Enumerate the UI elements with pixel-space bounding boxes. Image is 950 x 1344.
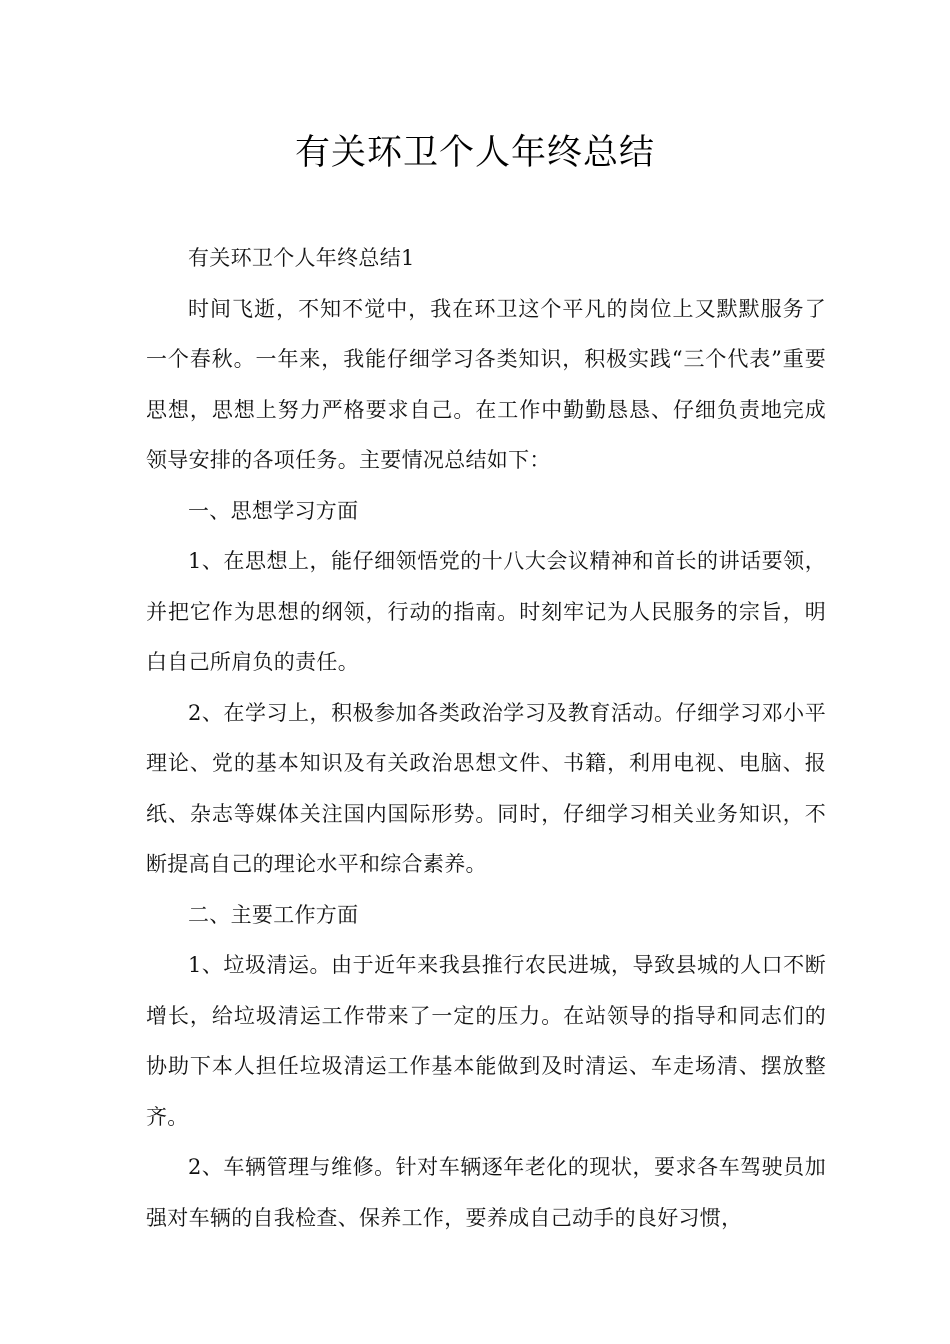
section-heading-thought: 一、思想学习方面 bbox=[188, 498, 359, 523]
document-body bbox=[146, 233, 826, 1243]
vehicle-paragraph-2: 2、车辆管理与维修。针对车辆逐年老化的现状，要求各车驾驶员加强对车辆的自我检查、保养工作，要养成自己动手的良好习惯， bbox=[146, 1155, 826, 1230]
garbage-paragraph-1: 1、垃圾清运。由于近年来我县推行农民进城，导致县城的人口不断增长，给垃圾清运工作带来了一定的压力。在站领导的指导和同志们的协助下本人担任垃圾清运工作基本能做到及时清运、车走场清、摆放整齐。 bbox=[146, 953, 826, 1129]
section-heading-1: 有关环卫个人年终总结1 bbox=[188, 246, 415, 270]
intro-paragraph: 时间飞逝，不知不觉中，我在环卫这个平凡的岗位上又默默服务了一个春秋。一年来，我能仔细学习各类知识，积极实践“三个代表”重要思想，思想上努力严格要求自己。在工作中勤勤恳恳、仔细负责地完成领导安排的各项任务。主要情况总结如下： bbox=[146, 296, 826, 472]
section-heading-work: 二、主要工作方面 bbox=[188, 902, 359, 927]
thought-paragraph-1: 1、在思想上，能仔细领悟党的十八大会议精神和首长的讲话要领，并把它作为思想的纲领，行动的指南。时刻牢记为人民服务的宗旨，明白自己所肩负的责任。 bbox=[146, 549, 826, 674]
study-paragraph-2: 2、在学习上，积极参加各类政治学习及教育活动。仔细学习邓小平理论、党的基本知识及有关政治思想文件、书籍，利用电视、电脑、报纸、杂志等媒体关注国内国际形势。同时，仔细学习相关业务知识，不断提高自己的理论水平和综合素养。 bbox=[146, 700, 826, 876]
document-title: 有关环卫个人年终总结 bbox=[294, 133, 655, 173]
